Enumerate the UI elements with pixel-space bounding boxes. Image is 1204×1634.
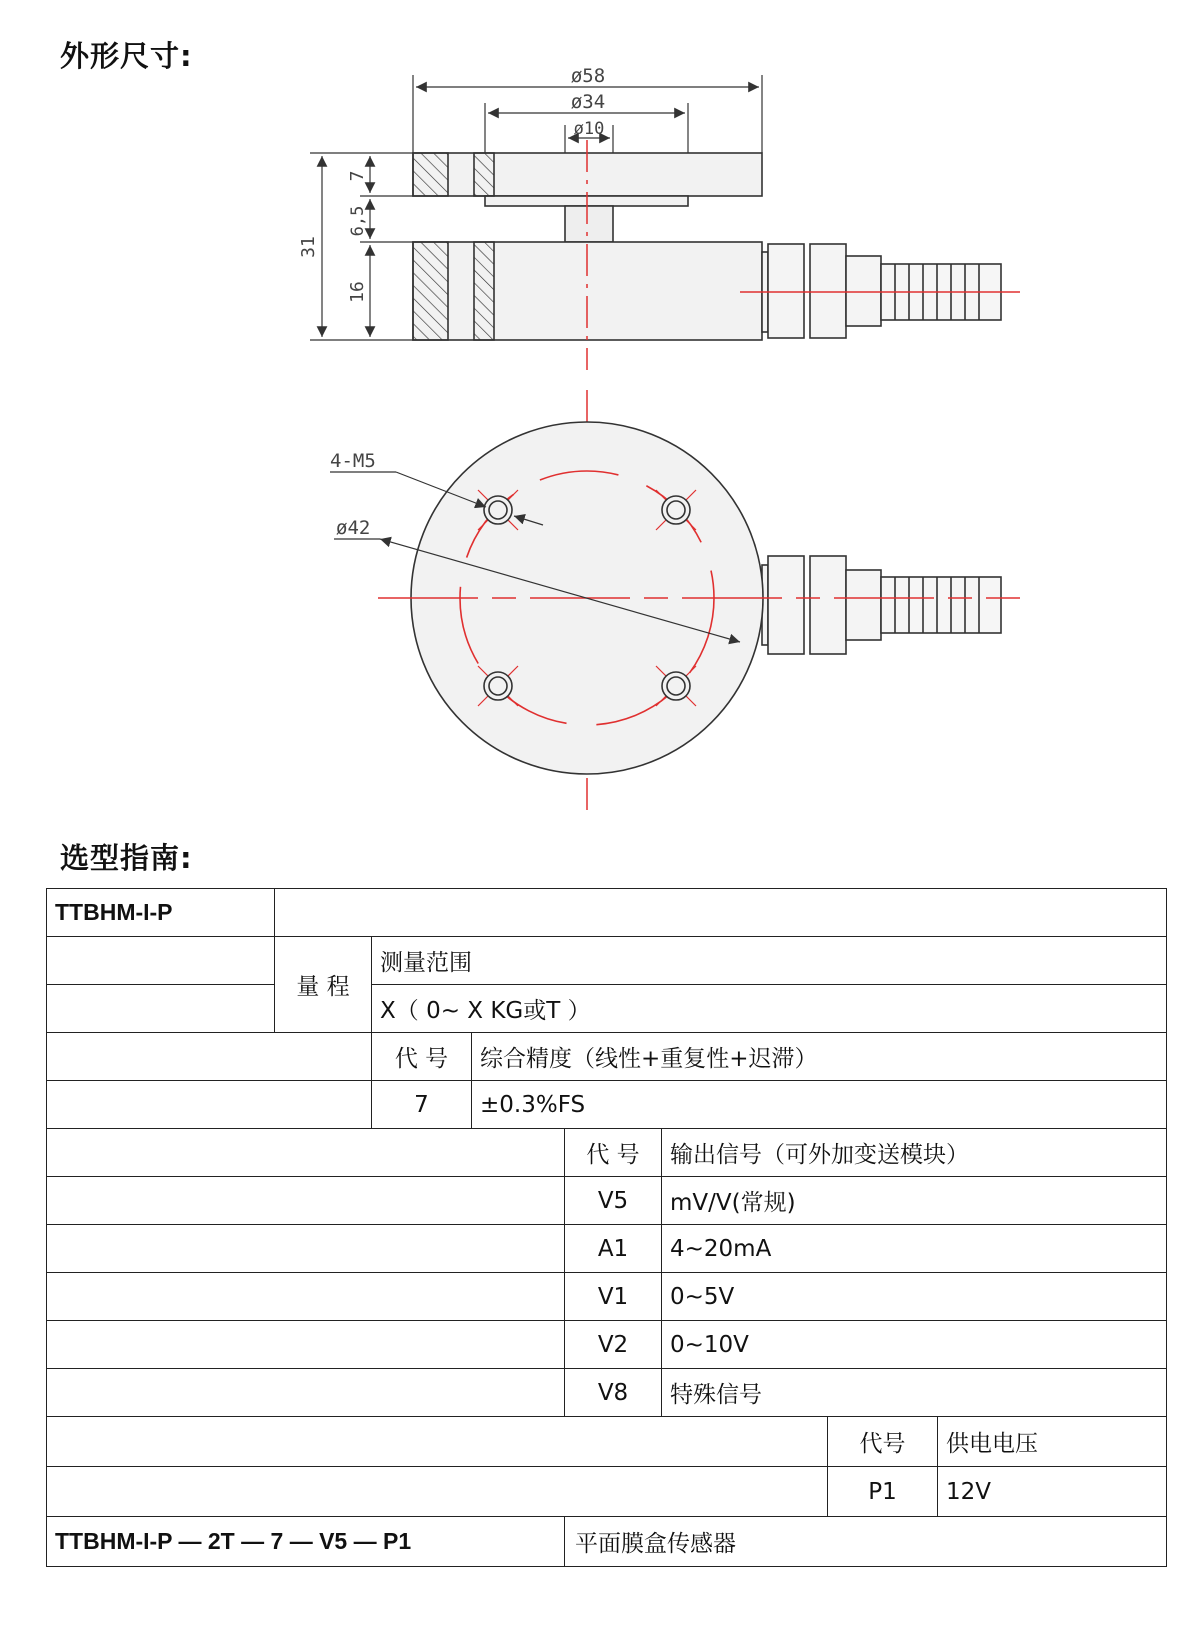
holes-label: 4-M5: [330, 450, 376, 472]
table-row: [47, 1081, 1167, 1129]
supply-code: P1: [828, 1467, 938, 1517]
dimensions-heading: 外形尺寸:: [60, 39, 193, 73]
selection-heading: 选型指南:: [60, 841, 193, 875]
supply-header: 供电电压: [938, 1417, 1167, 1467]
output-value: 4~20mA: [662, 1225, 1167, 1273]
accuracy-value: ±0.3%FS: [472, 1081, 1167, 1129]
table-row: [47, 1129, 1167, 1177]
range-header: 测量范围: [372, 937, 1167, 985]
supply-code-label: 代号: [828, 1417, 938, 1467]
table-row: [47, 1177, 1167, 1225]
loading-button: [565, 206, 613, 242]
output-value: 0~10V: [662, 1321, 1167, 1369]
dim-d34: ø34: [570, 91, 606, 113]
accuracy-header: 综合精度（线性+重复性+迟滞）: [472, 1033, 1167, 1081]
table-row: [47, 889, 1167, 937]
table-row: [47, 1321, 1167, 1369]
range-value: X（ 0~ X KG或T ）: [372, 985, 1167, 1033]
table-row: [47, 1369, 1167, 1417]
output-code: A1: [565, 1225, 662, 1273]
dim-h7: 7: [347, 170, 368, 182]
table-row: [47, 1517, 1167, 1567]
example-description: 平面膜盒传感器: [565, 1517, 1167, 1567]
supply-value: 12V: [938, 1467, 1167, 1517]
table-row: [47, 1273, 1167, 1321]
dim-h31: 31: [298, 236, 319, 258]
output-code: V2: [565, 1321, 662, 1369]
table-row: [47, 1033, 1167, 1081]
bolt-circle-label: ø42: [336, 517, 371, 539]
table-row: [47, 1417, 1167, 1467]
dim-h16: 16: [347, 281, 368, 303]
example-model-code: TTBHM-I-P — 2T — 7 — V5 — P1: [47, 1517, 565, 1567]
output-code: V8: [565, 1369, 662, 1417]
output-code: V5: [565, 1177, 662, 1225]
range-label: 量 程: [275, 937, 372, 1033]
table-row: [47, 985, 1167, 1033]
dim-d10: ø10: [573, 119, 605, 139]
output-header: 输出信号（可外加变送模块）: [662, 1129, 1167, 1177]
model-name: TTBHM-I-P: [47, 889, 275, 937]
output-value: 特殊信号: [662, 1369, 1167, 1417]
accuracy-code-label: 代 号: [372, 1033, 472, 1081]
selection-table: [46, 888, 1167, 1567]
side-view: [413, 153, 1001, 340]
output-value: mV/V(常规): [662, 1177, 1167, 1225]
table-row: [47, 1467, 1167, 1517]
output-code-label: 代 号: [565, 1129, 662, 1177]
table-row: [47, 1225, 1167, 1273]
table-row: [47, 937, 1167, 985]
dim-h6-5: 6,5: [348, 205, 368, 237]
output-code: V1: [565, 1273, 662, 1321]
output-value: 0~5V: [662, 1273, 1167, 1321]
accuracy-code: 7: [372, 1081, 472, 1129]
dim-d58: ø58: [570, 65, 606, 87]
